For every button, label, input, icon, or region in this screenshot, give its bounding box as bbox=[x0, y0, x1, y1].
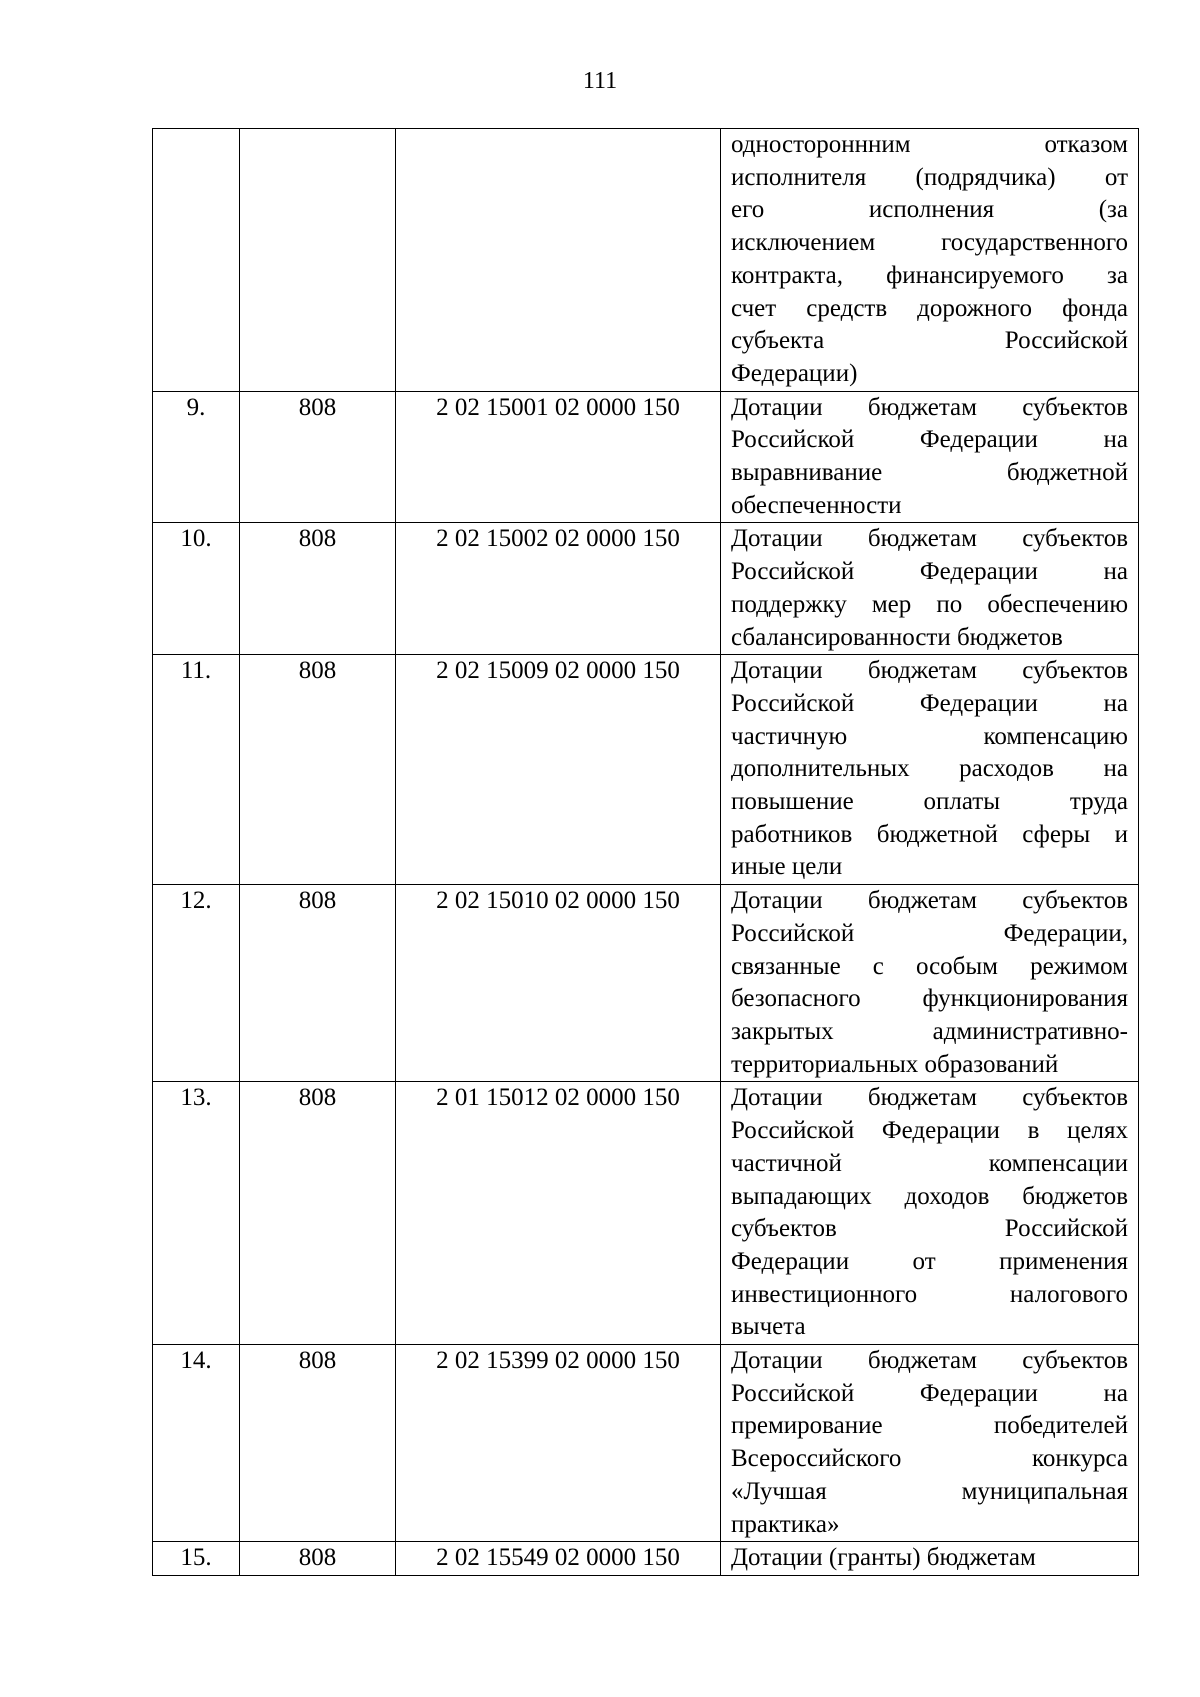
admin-code-cell: 808 bbox=[240, 391, 396, 523]
row-number-cell: 13. bbox=[153, 1082, 240, 1345]
description-line: Российской Федерации, bbox=[731, 919, 1128, 947]
row-number-cell: 14. bbox=[153, 1345, 240, 1542]
table-row bbox=[153, 1345, 1139, 1542]
description-line: Российской Федерации на bbox=[731, 689, 1128, 717]
description-line: Дотации (гранты) бюджетам bbox=[731, 1544, 1036, 1572]
description-cell bbox=[721, 1542, 1139, 1576]
admin-code-cell: 808 bbox=[240, 523, 396, 655]
description-line: Российской Федерации в целях bbox=[731, 1117, 1128, 1145]
table-row bbox=[153, 1542, 1139, 1576]
admin-code-cell: 808 bbox=[240, 655, 396, 885]
description-line: Федерации от применения bbox=[731, 1247, 1128, 1275]
description-line: практика» bbox=[731, 1510, 840, 1538]
description-line: субъектов Российской bbox=[731, 1215, 1128, 1243]
description-cell bbox=[721, 391, 1139, 523]
description-line: обеспеченности bbox=[731, 491, 902, 519]
table-row bbox=[153, 523, 1139, 655]
table-row bbox=[153, 655, 1139, 885]
description-line: инвестиционного налогового bbox=[731, 1280, 1128, 1308]
description-cell bbox=[721, 885, 1139, 1082]
description-line: его исполнения (за bbox=[731, 196, 1128, 224]
description-line: частичной компенсации bbox=[731, 1149, 1128, 1177]
table-row bbox=[153, 885, 1139, 1082]
description-cell bbox=[721, 523, 1139, 655]
page-number: 111 bbox=[582, 68, 618, 94]
description-line: субъекта Российской bbox=[731, 327, 1128, 355]
admin-code-cell: 808 bbox=[240, 1345, 396, 1542]
description-line: территориальных образований bbox=[731, 1050, 1059, 1078]
row-number-cell: 9. bbox=[153, 391, 240, 523]
table-body bbox=[153, 129, 1139, 1576]
budget-code-cell: 2 02 15001 02 0000 150 bbox=[396, 391, 721, 523]
description-line: Дотации бюджетам субъектов bbox=[731, 1084, 1128, 1112]
description-line: выпадающих доходов бюджетов bbox=[731, 1182, 1128, 1210]
table-row bbox=[153, 391, 1139, 523]
description-line: Дотации бюджетам субъектов bbox=[731, 1347, 1128, 1375]
description-line: Дотации бюджетам субъектов bbox=[731, 657, 1128, 685]
budget-code-cell: 2 02 15010 02 0000 150 bbox=[396, 885, 721, 1082]
admin-code-cell: 808 bbox=[240, 1082, 396, 1345]
admin-code-cell: 808 bbox=[240, 1542, 396, 1576]
description-line: одностороннним отказом bbox=[731, 131, 1128, 158]
description-cell bbox=[721, 129, 1139, 392]
description-line: частичную компенсацию bbox=[731, 722, 1128, 750]
description-line: дополнительных расходов на bbox=[731, 755, 1128, 783]
budget-code-cell: 2 02 15002 02 0000 150 bbox=[396, 523, 721, 655]
row-number-cell bbox=[153, 129, 240, 392]
admin-code-cell: 808 bbox=[240, 885, 396, 1082]
description-line: исключением государственного bbox=[731, 229, 1128, 257]
description-line: иные цели bbox=[731, 853, 843, 881]
description-line: связанные с особым режимом bbox=[731, 952, 1128, 980]
description-line: счет средств дорожного фонда bbox=[731, 294, 1128, 322]
description-line: Всероссийского конкурса bbox=[731, 1445, 1128, 1473]
description-line: Дотации бюджетам субъектов bbox=[731, 525, 1128, 553]
description-line: выравнивание бюджетной bbox=[731, 459, 1128, 487]
description-line: Российской Федерации на bbox=[731, 426, 1128, 454]
description-cell bbox=[721, 655, 1139, 885]
description-line: контракта, финансируемого за bbox=[731, 261, 1128, 289]
description-line: вычета bbox=[731, 1313, 806, 1341]
admin-code-cell bbox=[240, 129, 396, 392]
row-number-cell: 15. bbox=[153, 1542, 240, 1576]
description-line: сбалансированности бюджетов bbox=[731, 623, 1063, 651]
description-line: «Лучшая муниципальная bbox=[731, 1477, 1128, 1505]
table-row bbox=[153, 1082, 1139, 1345]
description-line: Дотации бюджетам субъектов bbox=[731, 393, 1128, 421]
description-line: работников бюджетной сферы и bbox=[731, 820, 1128, 848]
description-cell bbox=[721, 1082, 1139, 1345]
row-number-cell: 10. bbox=[153, 523, 240, 655]
budget-code-cell bbox=[396, 129, 721, 392]
budget-code-cell: 2 02 15399 02 0000 150 bbox=[396, 1345, 721, 1542]
description-line: поддержку мер по обеспечению bbox=[731, 590, 1128, 618]
budget-codes-table bbox=[152, 128, 1139, 1576]
description-line: премирование победителей bbox=[731, 1412, 1128, 1440]
description-line: исполнителя (подрядчика) от bbox=[731, 163, 1128, 191]
budget-code-cell: 2 01 15012 02 0000 150 bbox=[396, 1082, 721, 1345]
description-line: закрытых административно- bbox=[731, 1017, 1128, 1045]
description-line: повышение оплаты труда bbox=[731, 788, 1128, 816]
description-line: Российской Федерации на bbox=[731, 1379, 1128, 1407]
description-line: Федерации) bbox=[731, 359, 858, 387]
description-cell bbox=[721, 1345, 1139, 1542]
description-line: Дотации бюджетам субъектов bbox=[731, 887, 1128, 915]
row-number-cell: 12. bbox=[153, 885, 240, 1082]
row-number-cell: 11. bbox=[153, 655, 240, 885]
table-row bbox=[153, 129, 1139, 392]
description-line: безопасного функционирования bbox=[731, 985, 1128, 1013]
budget-code-cell: 2 02 15009 02 0000 150 bbox=[396, 655, 721, 885]
description-line: Российской Федерации на bbox=[731, 558, 1128, 586]
budget-code-cell: 2 02 15549 02 0000 150 bbox=[396, 1542, 721, 1576]
